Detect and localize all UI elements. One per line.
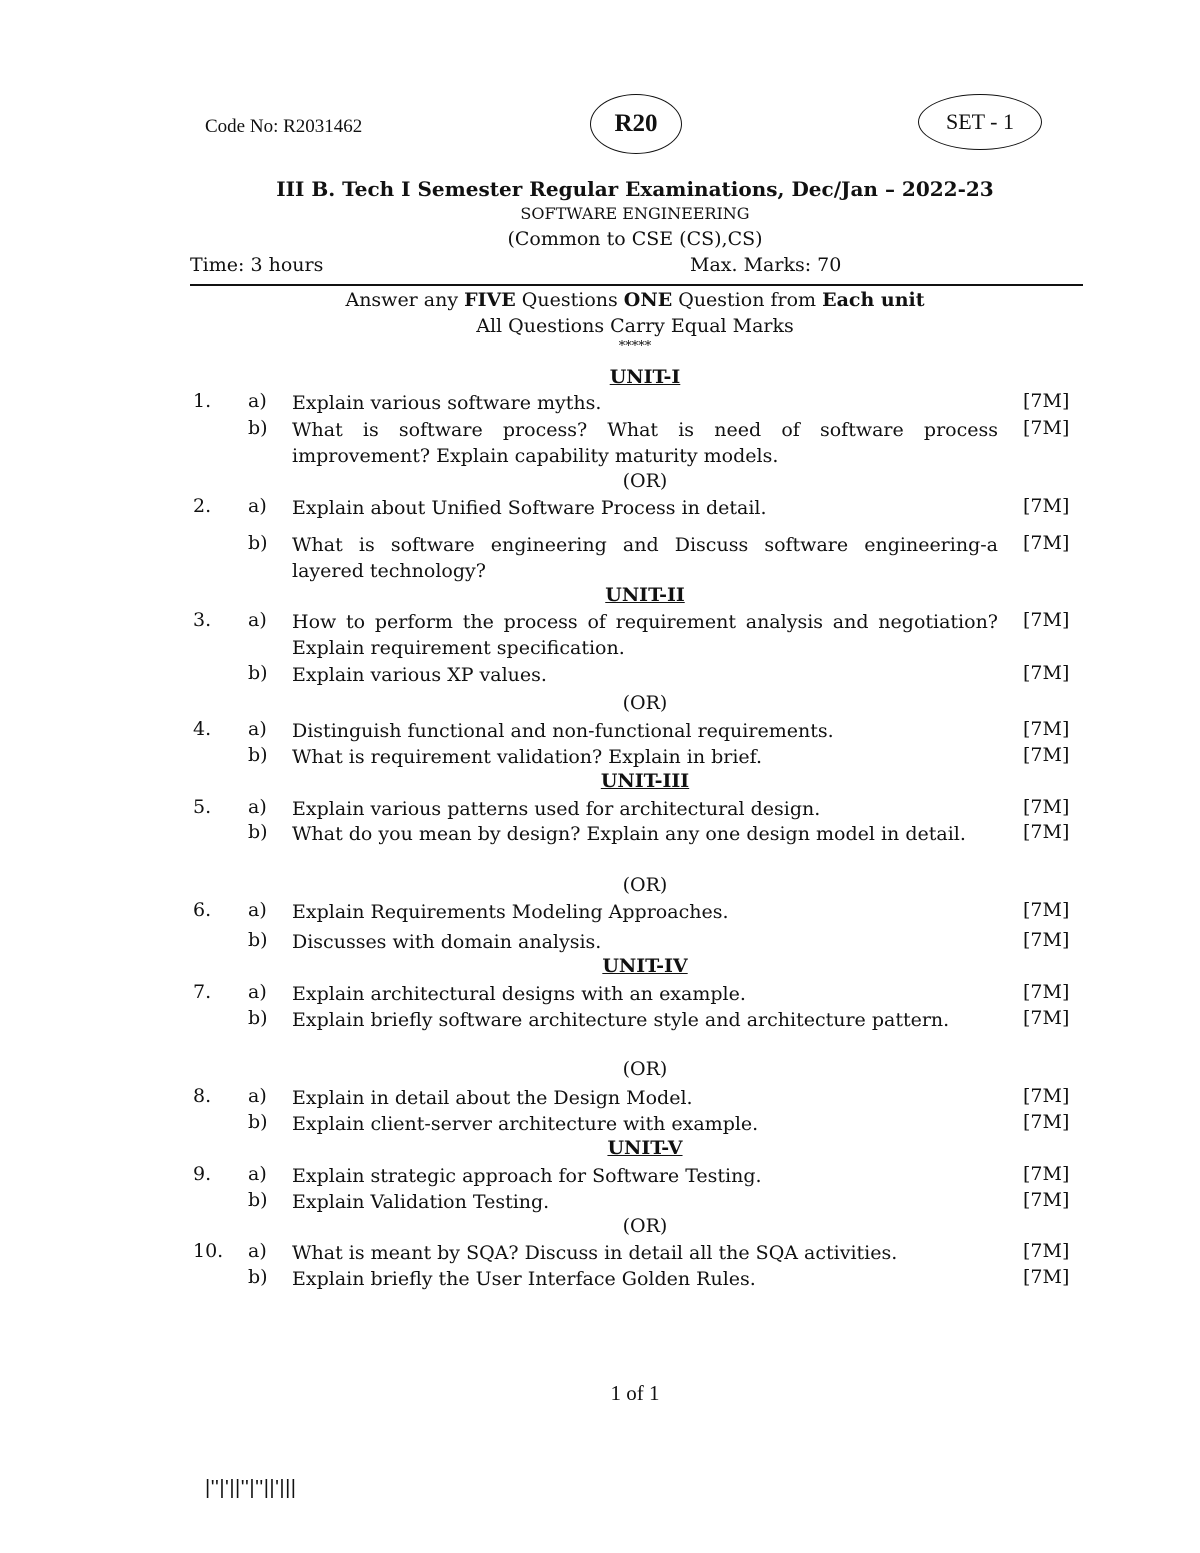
question-text: Explain various XP values. bbox=[292, 664, 547, 686]
regulation-label: R20 bbox=[614, 110, 658, 137]
question-text: What is requirement validation? Explain in brief. bbox=[292, 746, 763, 768]
unit-heading-3: UNIT-III bbox=[600, 770, 690, 792]
marks-label: [7M] bbox=[1023, 1189, 1070, 1211]
question-text: What is software engineering and Discuss software engineering-a layered technology? bbox=[292, 534, 998, 582]
part-label: a) bbox=[248, 1240, 267, 1262]
unit-heading-1: UNIT-I bbox=[609, 366, 681, 388]
question-number: 4. bbox=[193, 718, 212, 740]
marks-label: [7M] bbox=[1023, 417, 1070, 439]
or-separator: (OR) bbox=[622, 1058, 668, 1080]
marks-label: [7M] bbox=[1023, 390, 1070, 412]
question-number: 6. bbox=[193, 899, 212, 921]
part-label: b) bbox=[248, 929, 268, 951]
marks-label: [7M] bbox=[1023, 981, 1070, 1003]
part-label: a) bbox=[248, 1163, 267, 1185]
marks-label: [7M] bbox=[1023, 929, 1070, 951]
instructions bbox=[0, 289, 1200, 311]
part-label: b) bbox=[248, 417, 268, 439]
marks-label: [7M] bbox=[1023, 796, 1070, 818]
question-text: Explain client-server architecture with example. bbox=[292, 1113, 759, 1135]
marks-label: [7M] bbox=[1023, 718, 1070, 740]
question-text: Explain various software myths. bbox=[292, 392, 602, 414]
part-label: a) bbox=[248, 609, 267, 631]
part-label: a) bbox=[248, 495, 267, 517]
marks-label: [7M] bbox=[1023, 744, 1070, 766]
or-separator: (OR) bbox=[622, 1215, 668, 1237]
max-marks: Max. Marks: 70 bbox=[690, 254, 842, 276]
question-text: What is meant by SQA? Discuss in detail all the SQA activities. bbox=[292, 1242, 898, 1264]
marks-label: [7M] bbox=[1023, 662, 1070, 684]
marks-label: [7M] bbox=[1023, 1007, 1070, 1029]
common-to: (Common to CSE (CS),CS) bbox=[507, 228, 763, 250]
question-text: Explain architectural designs with an example. bbox=[292, 983, 746, 1005]
unit-heading-2: UNIT-II bbox=[605, 584, 685, 606]
marks-label: [7M] bbox=[1023, 609, 1070, 631]
part-label: b) bbox=[248, 1189, 268, 1211]
question-number: 9. bbox=[193, 1163, 212, 1185]
subject-name: SOFTWARE ENGINEERING bbox=[520, 204, 750, 223]
marks-label: [7M] bbox=[1023, 1240, 1070, 1262]
marks-label: [7M] bbox=[1023, 1085, 1070, 1107]
marks-label: [7M] bbox=[1023, 532, 1070, 554]
question-number: 5. bbox=[193, 796, 212, 818]
or-separator: (OR) bbox=[622, 692, 668, 714]
question-number: 1. bbox=[193, 390, 212, 412]
instr-text-3: Question from bbox=[672, 289, 823, 311]
part-label: b) bbox=[248, 1111, 268, 1133]
part-label: b) bbox=[248, 532, 268, 554]
marks-label: [7M] bbox=[1023, 1111, 1070, 1133]
part-label: a) bbox=[248, 390, 267, 412]
question-number: 8. bbox=[193, 1085, 212, 1107]
part-label: a) bbox=[248, 718, 267, 740]
or-separator: (OR) bbox=[622, 874, 668, 896]
marks-label: [7M] bbox=[1023, 1266, 1070, 1288]
question-text: Explain briefly software architecture style and architecture pattern. bbox=[292, 1009, 950, 1031]
part-label: a) bbox=[248, 796, 267, 818]
part-label: b) bbox=[248, 821, 268, 843]
unit-heading-4: UNIT-IV bbox=[602, 955, 688, 977]
question-text: Explain strategic approach for Software Testing. bbox=[292, 1165, 762, 1187]
question-number: 3. bbox=[193, 609, 212, 631]
stars-separator: ***** bbox=[618, 339, 652, 354]
marks-label: [7M] bbox=[1023, 1163, 1070, 1185]
equal-marks-note: All Questions Carry Equal Marks bbox=[476, 315, 794, 337]
code-number: Code No: R2031462 bbox=[205, 116, 363, 137]
header-divider bbox=[190, 284, 1083, 286]
question-text: Explain briefly the User Interface Golden Rules. bbox=[292, 1268, 756, 1290]
question-text: Explain in detail about the Design Model. bbox=[292, 1087, 693, 1109]
set-label: SET - 1 bbox=[945, 109, 1015, 134]
exam-title: III B. Tech I Semester Regular Examinations, Dec/Jan – 2022-23 bbox=[276, 177, 994, 201]
instr-text-2: Questions bbox=[515, 289, 624, 311]
part-label: b) bbox=[248, 662, 268, 684]
question-text: Explain various patterns used for architectural design. bbox=[292, 798, 821, 820]
marks-label: [7M] bbox=[1023, 821, 1070, 843]
instr-one: ONE bbox=[623, 289, 673, 311]
marks-label: [7M] bbox=[1023, 899, 1070, 921]
time-duration: Time: 3 hours bbox=[190, 254, 324, 276]
part-label: b) bbox=[248, 1266, 268, 1288]
question-text: Discusses with domain analysis. bbox=[292, 931, 602, 953]
part-label: a) bbox=[248, 899, 267, 921]
part-label: b) bbox=[248, 744, 268, 766]
instr-each-unit: Each unit bbox=[822, 289, 925, 311]
question-text: What do you mean by design? Explain any one design model in detail. bbox=[292, 823, 966, 845]
set-badge bbox=[918, 94, 1042, 150]
or-separator: (OR) bbox=[622, 470, 668, 492]
question-text: Explain about Unified Software Process in detail. bbox=[292, 497, 767, 519]
page-number: 1 of 1 bbox=[610, 1381, 660, 1405]
unit-heading-5: UNIT-V bbox=[607, 1137, 683, 1159]
question-text: Explain Requirements Modeling Approaches. bbox=[292, 901, 729, 923]
question-number: 2. bbox=[193, 495, 212, 517]
question-text: How to perform the process of requirement analysis and negotiation? Explain requirement specification. bbox=[292, 611, 998, 659]
part-label: b) bbox=[248, 1007, 268, 1029]
instr-five: FIVE bbox=[464, 289, 516, 311]
question-number: 7. bbox=[193, 981, 212, 1003]
question-text: Explain Validation Testing. bbox=[292, 1191, 550, 1213]
question-text: What is software process? What is need of software process improvement? Explain capability maturity models. bbox=[292, 419, 998, 467]
barcode-text: |''|'||''|''||'||| bbox=[205, 1477, 297, 1499]
regulation-badge bbox=[590, 94, 682, 154]
marks-label: [7M] bbox=[1023, 495, 1070, 517]
question-number: 10. bbox=[193, 1240, 224, 1262]
part-label: a) bbox=[248, 1085, 267, 1107]
part-label: a) bbox=[248, 981, 267, 1003]
question-text: Distinguish functional and non-functional requirements. bbox=[292, 720, 834, 742]
instr-text-1: Answer any bbox=[345, 289, 465, 311]
